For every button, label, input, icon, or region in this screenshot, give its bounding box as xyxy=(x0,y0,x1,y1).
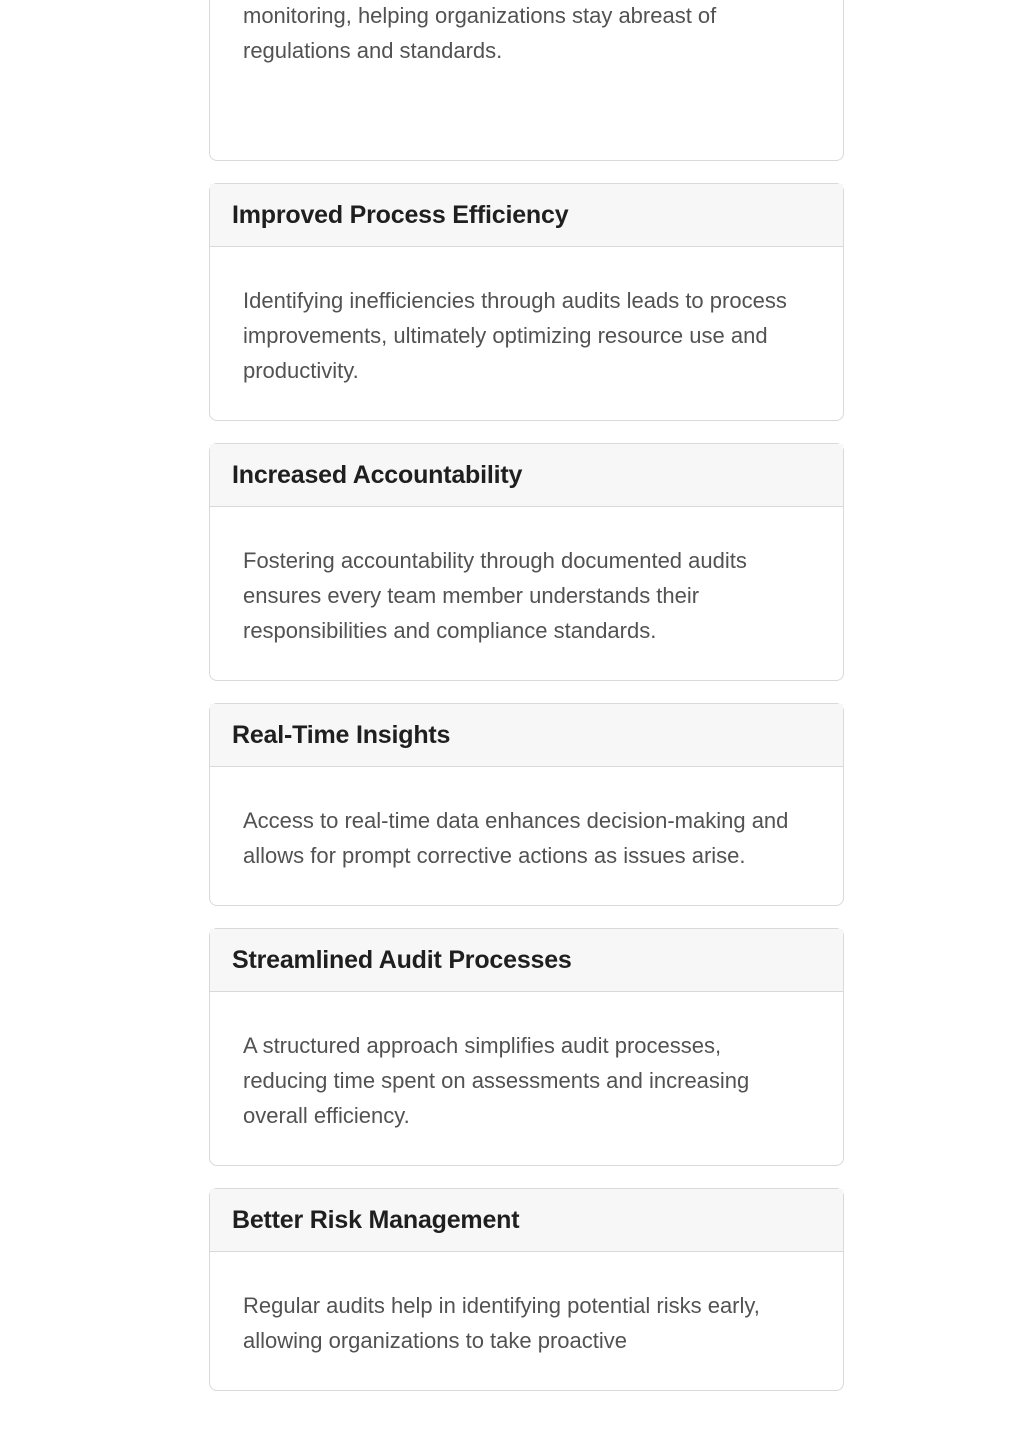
card-description: A structured approach simplifies audit processes, reducing time spent on assessments and increasing overall efficiency. xyxy=(243,1033,750,1128)
card-title: Improved Process Efficiency xyxy=(232,200,569,229)
card-header xyxy=(210,704,843,767)
card-body xyxy=(210,1252,843,1390)
card-description: Regular audits help in identifying potential risks early, allowing organizations to take proactive xyxy=(243,1293,760,1353)
card-header xyxy=(210,184,843,247)
card-header xyxy=(210,929,843,992)
benefit-card-process-efficiency xyxy=(209,183,844,421)
card-body xyxy=(210,0,843,100)
benefit-card-compliance-monitoring xyxy=(209,0,844,161)
card-title: Increased Accountability xyxy=(232,460,523,489)
card-body xyxy=(210,247,843,420)
card-title: Streamlined Audit Processes xyxy=(232,945,572,974)
card-header xyxy=(210,1189,843,1252)
card-description: monitoring, helping organizations stay abreast of regulations and standards. xyxy=(243,3,717,63)
card-body xyxy=(210,507,843,680)
benefits-card-list xyxy=(209,0,844,1413)
card-description: Fostering accountability through documented audits ensures every team member understands their responsibilities and compliance standards. xyxy=(243,548,747,643)
benefit-card-risk-management xyxy=(209,1188,844,1391)
benefit-card-accountability xyxy=(209,443,844,681)
card-body xyxy=(210,767,843,905)
card-body xyxy=(210,992,843,1165)
benefit-card-real-time-insights xyxy=(209,703,844,906)
card-description: Access to real-time data enhances decision-making and allows for prompt corrective actions as issues arise. xyxy=(243,808,789,868)
card-title: Real-Time Insights xyxy=(232,720,451,749)
card-description: Identifying inefficiencies through audits leads to process improvements, ultimately optimizing resource use and productivity. xyxy=(243,288,787,383)
scroll-container[interactable] xyxy=(0,3,1024,1375)
benefit-card-streamlined-audits xyxy=(209,928,844,1166)
card-header xyxy=(210,444,843,507)
card-title: Better Risk Management xyxy=(232,1205,520,1234)
